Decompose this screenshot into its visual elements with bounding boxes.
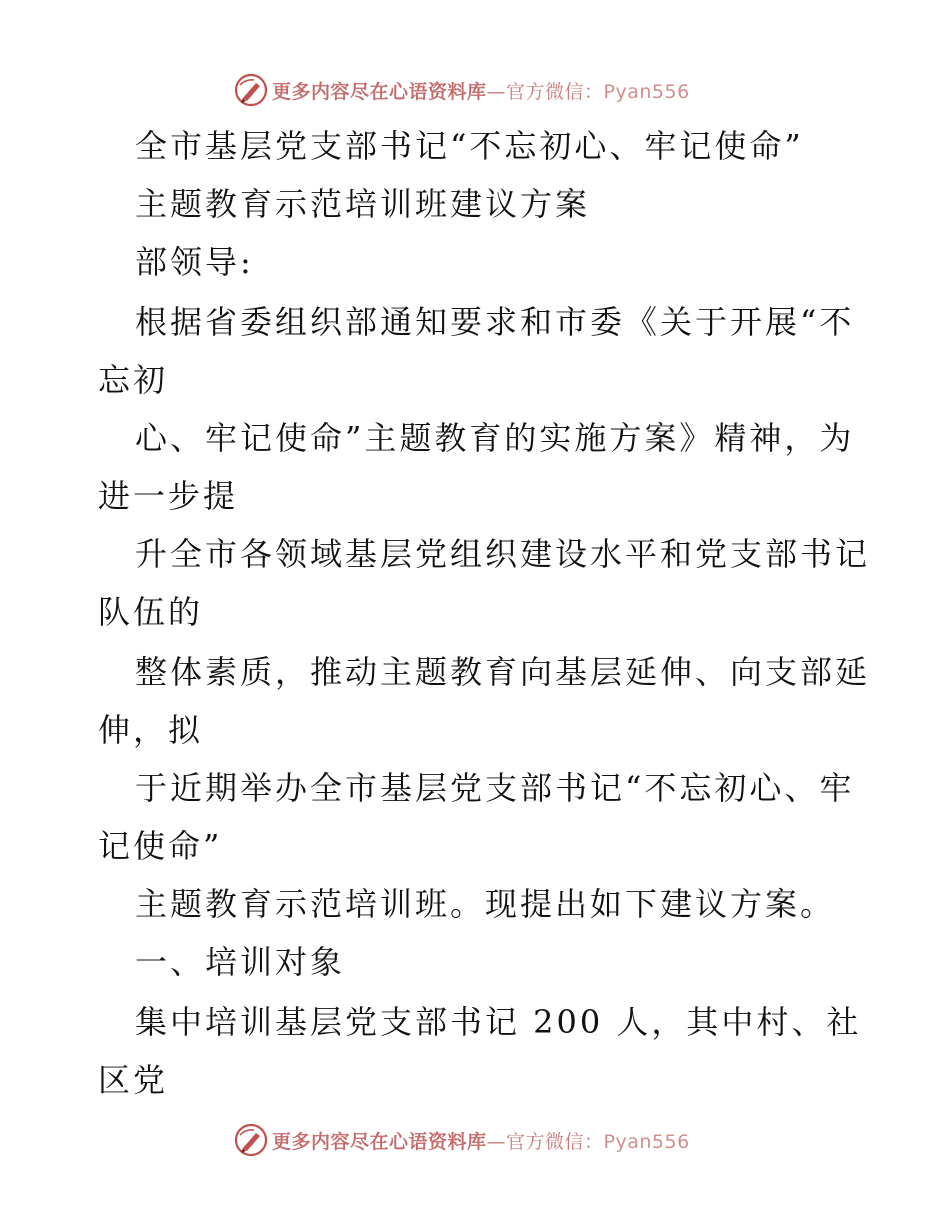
paragraph-line: 根据省委组织部通知要求和市委《关于开展“不 xyxy=(135,303,855,341)
header-watermark xyxy=(234,72,690,108)
paragraph-line: 集中培训基层党支部书记 200 人，其中村、社 xyxy=(135,1003,862,1041)
paragraph-line: 伸，拟 xyxy=(98,711,204,749)
doc-title-line-2: 主题教育示范培训班建议方案 xyxy=(135,185,591,223)
pen-logo-icon xyxy=(234,73,268,107)
paragraph-line: 进一步提 xyxy=(98,477,239,515)
paragraph-line: 心、牢记使命”主题教育的实施方案》精神，为 xyxy=(135,419,855,457)
salutation: 部领导: xyxy=(135,243,254,281)
paragraph-line: 整体素质，推动主题教育向基层延伸、向支部延 xyxy=(135,653,871,691)
paragraph-line: 区党 xyxy=(98,1061,169,1099)
watermark-text: 更多内容尽在心语资料库—官方微信：Pyan556 xyxy=(272,80,690,103)
doc-title-line-1: 全市基层党支部书记“不忘初心、牢记使命” xyxy=(135,127,804,165)
footer-watermark xyxy=(234,1122,690,1158)
paragraph-line: 记使命” xyxy=(98,827,223,865)
paragraph-line: 升全市各领域基层党组织建设水平和党支部书记 xyxy=(135,535,871,573)
paragraph-line: 队伍的 xyxy=(98,593,204,631)
paragraph-line: 于近期举办全市基层党支部书记“不忘初心、牢 xyxy=(135,769,855,807)
watermark-text: 更多内容尽在心语资料库—官方微信：Pyan556 xyxy=(272,1130,690,1153)
section-heading: 一、培训对象 xyxy=(135,943,346,981)
pen-logo-icon xyxy=(234,1123,268,1157)
paragraph-line: 主题教育示范培训班。现提出如下建议方案。 xyxy=(135,885,836,923)
paragraph-line: 忘初 xyxy=(98,361,169,399)
